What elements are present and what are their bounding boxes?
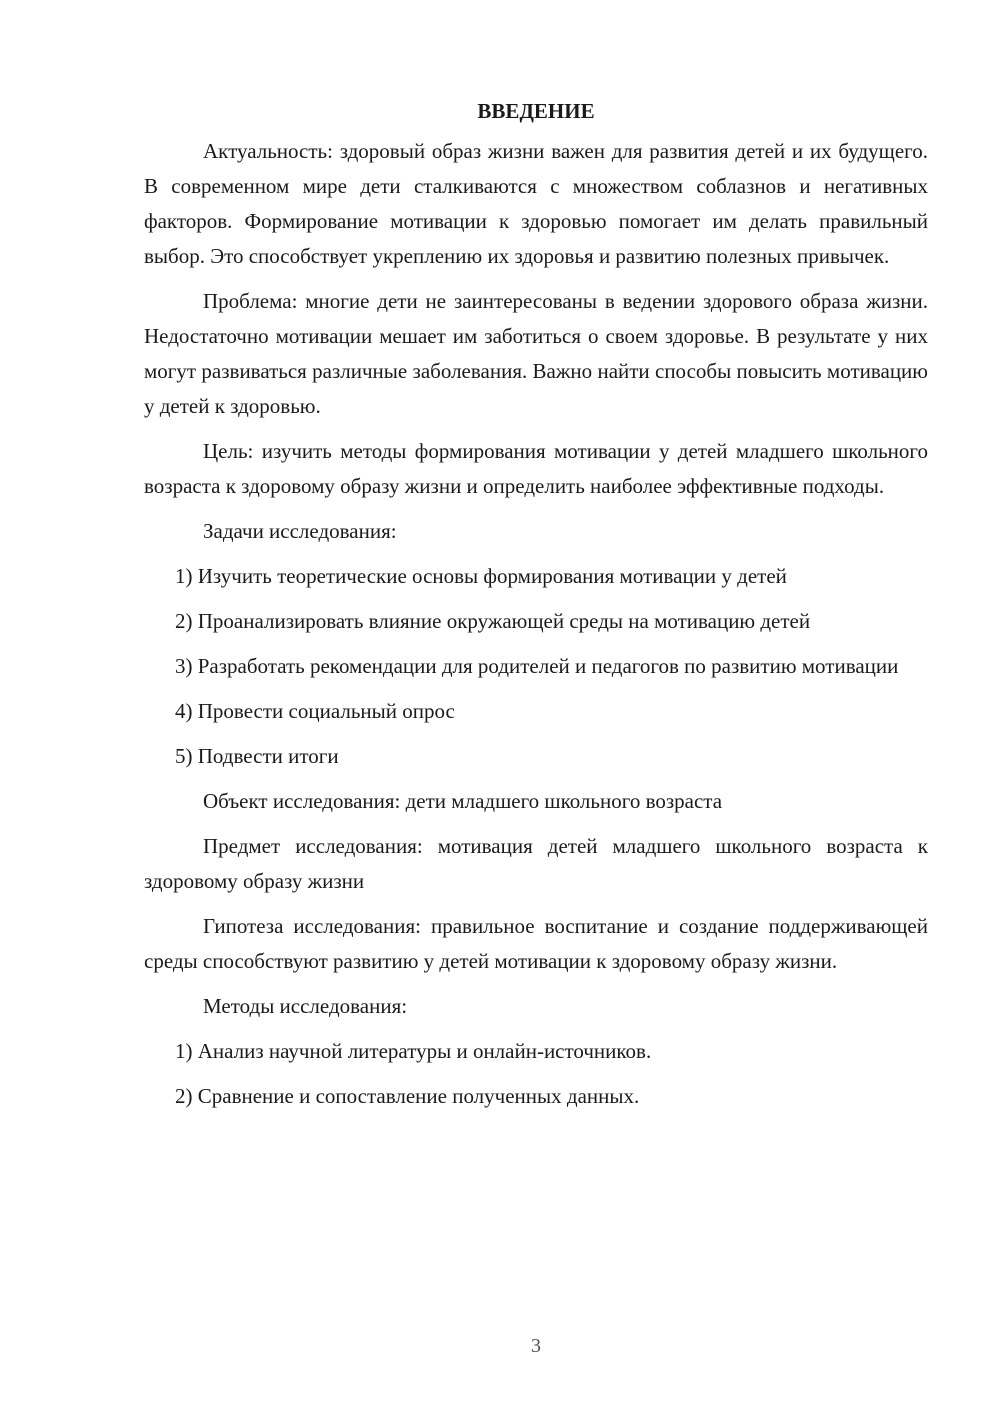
list-item: 1) Анализ научной литературы и онлайн-источников. bbox=[175, 1039, 652, 1063]
list-item: 3) Разработать рекомендации для родителей и педагогов по развитию мотивации bbox=[175, 654, 899, 678]
list-item: 5) Подвести итоги bbox=[175, 744, 339, 768]
tasks-list bbox=[144, 559, 928, 774]
tasks-title: Задачи исследования: bbox=[203, 519, 397, 543]
list-item: 1) Изучить теоретические основы формирования мотивации у детей bbox=[175, 564, 787, 588]
methods-list bbox=[144, 1034, 928, 1114]
goal-paragraph: Цель: изучить методы формирования мотивации у детей младшего школьного возраста к здоровому образу жизни и определить наиболее эффективные подходы. bbox=[144, 439, 928, 498]
page-title: ВВЕДЕНИЕ bbox=[477, 99, 595, 123]
subject-paragraph: Предмет исследования: мотивация детей младшего школьного возраста к здоровому образу жизни bbox=[144, 834, 928, 893]
list-item: 2) Проанализировать влияние окружающей среды на мотивацию детей bbox=[175, 609, 811, 633]
list-item: 2) Сравнение и сопоставление полученных данных. bbox=[175, 1084, 640, 1108]
methods-title: Методы исследования: bbox=[203, 994, 408, 1018]
page-body bbox=[144, 96, 928, 1124]
object-paragraph: Объект исследования: дети младшего школьного возраста bbox=[203, 789, 723, 813]
page-number: 3 bbox=[531, 1335, 541, 1357]
relevance-paragraph: Актуальность: здоровый образ жизни важен для развития детей и их будущего. В современном мире дети сталкиваются с множеством соблазнов и негативных факторов. Формирование мотивации к здоровью помогает им делать правильный выбор. Это способствует укреплению их здоровья и развитию полезных привычек. bbox=[144, 139, 928, 268]
list-item: 4) Провести социальный опрос bbox=[175, 699, 455, 723]
problem-paragraph: Проблема: многие дети не заинтересованы в ведении здорового образа жизни. Недостаточно мотивации мешает им заботиться о своем здоровье. В результате у них могут развиваться различные заболевания. Важно найти способы повысить мотивацию у детей к здоровью. bbox=[144, 289, 928, 418]
hypothesis-paragraph: Гипотеза исследования: правильное воспитание и создание поддерживающей среды способствуют развитию у детей мотивации к здоровому образу жизни. bbox=[144, 914, 928, 973]
